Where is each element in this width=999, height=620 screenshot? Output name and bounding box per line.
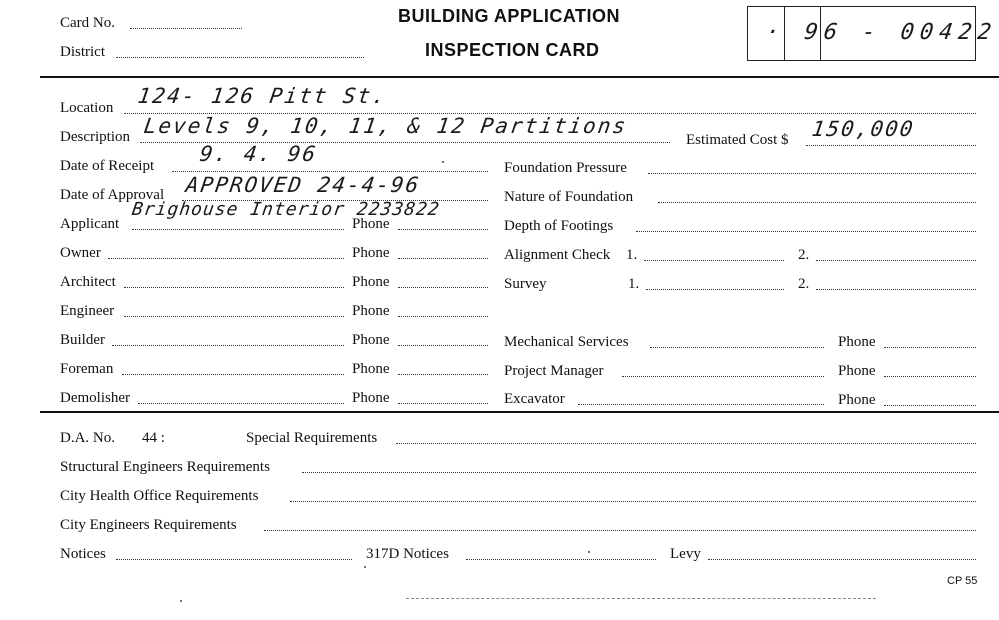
notices-field[interactable] xyxy=(116,559,352,560)
architect-phone-field[interactable] xyxy=(398,287,488,288)
alignment-item1-label: 1. xyxy=(626,247,638,263)
engineer-phone-label: Phone xyxy=(352,303,390,319)
location-value: 124- 126 Pitt St. xyxy=(136,84,389,108)
estimated-cost-field[interactable] xyxy=(806,145,976,146)
estimated-cost-label: Estimated Cost $ xyxy=(686,132,789,148)
demolisher-field[interactable] xyxy=(138,403,344,404)
alignment-item1-field[interactable] xyxy=(644,260,784,261)
card-number-value: · 96 - 00422 xyxy=(764,20,999,45)
date-receipt-label: Date of Receipt xyxy=(60,158,155,174)
demolisher-phone-label: Phone xyxy=(352,390,390,406)
foundation-pressure-field[interactable] xyxy=(648,173,976,174)
excavator-phone-label: Phone xyxy=(838,392,876,408)
notices-317d-label: 317D Notices xyxy=(366,546,449,562)
engineer-label: Engineer xyxy=(60,303,115,319)
owner-phone-label: Phone xyxy=(352,245,390,261)
form-code: CP 55 xyxy=(947,575,978,587)
builder-phone-field[interactable] xyxy=(398,345,488,346)
owner-field[interactable] xyxy=(108,258,344,259)
applicant-phone-field[interactable] xyxy=(398,229,488,230)
alignment-item2-label: 2. xyxy=(798,247,810,263)
da-no-label: D.A. No. xyxy=(60,430,115,446)
survey-item1-label: 1. xyxy=(628,276,640,292)
mechanical-phone-label: Phone xyxy=(838,334,876,350)
builder-field[interactable] xyxy=(112,345,344,346)
architect-label: Architect xyxy=(60,274,116,290)
engineer-field[interactable] xyxy=(124,316,344,317)
health-req-label: City Health Office Requirements xyxy=(60,488,259,504)
location-label: Location xyxy=(60,100,114,116)
date-approval-value: APPROVED 24-4-96 xyxy=(184,173,422,197)
survey-label: Survey xyxy=(504,276,547,292)
foreman-label: Foreman xyxy=(60,361,114,377)
nature-foundation-field[interactable] xyxy=(658,202,976,203)
nature-foundation-label: Nature of Foundation xyxy=(504,189,634,205)
excavator-phone-field[interactable] xyxy=(884,405,976,406)
applicant-phone-label: Phone xyxy=(352,216,390,232)
form-title-line1: BUILDING APPLICATION xyxy=(398,6,620,26)
architect-field[interactable] xyxy=(124,287,344,288)
district-label: District xyxy=(60,44,105,60)
city-eng-req-label: City Engineers Requirements xyxy=(60,517,237,533)
district-field[interactable] xyxy=(116,57,364,58)
description-value: Levels 9, 10, 11, & 12 Partitions xyxy=(142,114,629,138)
foundation-pressure-label: Foundation Pressure xyxy=(504,160,627,176)
builder-label: Builder xyxy=(60,332,105,348)
form-title-line2: INSPECTION CARD xyxy=(425,40,600,60)
survey-item1-field[interactable] xyxy=(646,289,784,290)
alignment-check-label: Alignment Check xyxy=(504,247,611,263)
notices-317d-field[interactable] xyxy=(466,559,656,560)
foreman-field[interactable] xyxy=(122,374,344,375)
mechanical-phone-field[interactable] xyxy=(884,347,976,348)
estimated-cost-value: 150,000 xyxy=(810,117,917,141)
alignment-item2-field[interactable] xyxy=(816,260,976,261)
date-receipt-value: 9. 4. 96 xyxy=(198,142,319,166)
description-label: Description xyxy=(60,129,130,145)
da-no-value: 44 : xyxy=(142,430,165,446)
project-manager-phone-label: Phone xyxy=(838,363,876,379)
project-manager-label: Project Manager xyxy=(504,363,604,379)
depth-footings-field[interactable] xyxy=(636,231,976,232)
special-req-field[interactable] xyxy=(396,443,976,444)
survey-item2-field[interactable] xyxy=(816,289,976,290)
applicant-field[interactable] xyxy=(132,229,344,230)
date-approval-label: Date of Approval xyxy=(60,187,165,203)
owner-label: Owner xyxy=(60,245,101,261)
structural-req-label: Structural Engineers Requirements xyxy=(60,459,270,475)
notices-label: Notices xyxy=(60,546,106,562)
levy-field[interactable] xyxy=(708,559,976,560)
project-manager-phone-field[interactable] xyxy=(884,376,976,377)
health-req-field[interactable] xyxy=(290,501,976,502)
special-req-label: Special Requirements xyxy=(246,430,378,446)
card-no-field[interactable] xyxy=(130,28,242,29)
owner-phone-field[interactable] xyxy=(398,258,488,259)
foreman-phone-field[interactable] xyxy=(398,374,488,375)
applicant-label: Applicant xyxy=(60,216,120,232)
section-divider xyxy=(40,411,999,413)
foreman-phone-label: Phone xyxy=(352,361,390,377)
date-receipt-field[interactable] xyxy=(172,171,488,172)
scan-edge xyxy=(406,598,876,599)
project-manager-field[interactable] xyxy=(622,376,824,377)
demolisher-phone-field[interactable] xyxy=(398,403,488,404)
applicant-value: Brighouse Interior 2233822 xyxy=(130,199,442,220)
builder-phone-label: Phone xyxy=(352,332,390,348)
city-eng-req-field[interactable] xyxy=(264,530,976,531)
mechanical-field[interactable] xyxy=(650,347,824,348)
excavator-field[interactable] xyxy=(578,404,824,405)
levy-label: Levy xyxy=(670,546,701,562)
demolisher-label: Demolisher xyxy=(60,390,130,406)
mechanical-label: Mechanical Services xyxy=(504,334,629,350)
header-divider xyxy=(40,76,999,78)
survey-item2-label: 2. xyxy=(798,276,810,292)
engineer-phone-field[interactable] xyxy=(398,316,488,317)
structural-req-field[interactable] xyxy=(302,472,976,473)
architect-phone-label: Phone xyxy=(352,274,390,290)
depth-footings-label: Depth of Footings xyxy=(504,218,614,234)
excavator-label: Excavator xyxy=(504,391,565,407)
card-no-label: Card No. xyxy=(60,15,115,31)
